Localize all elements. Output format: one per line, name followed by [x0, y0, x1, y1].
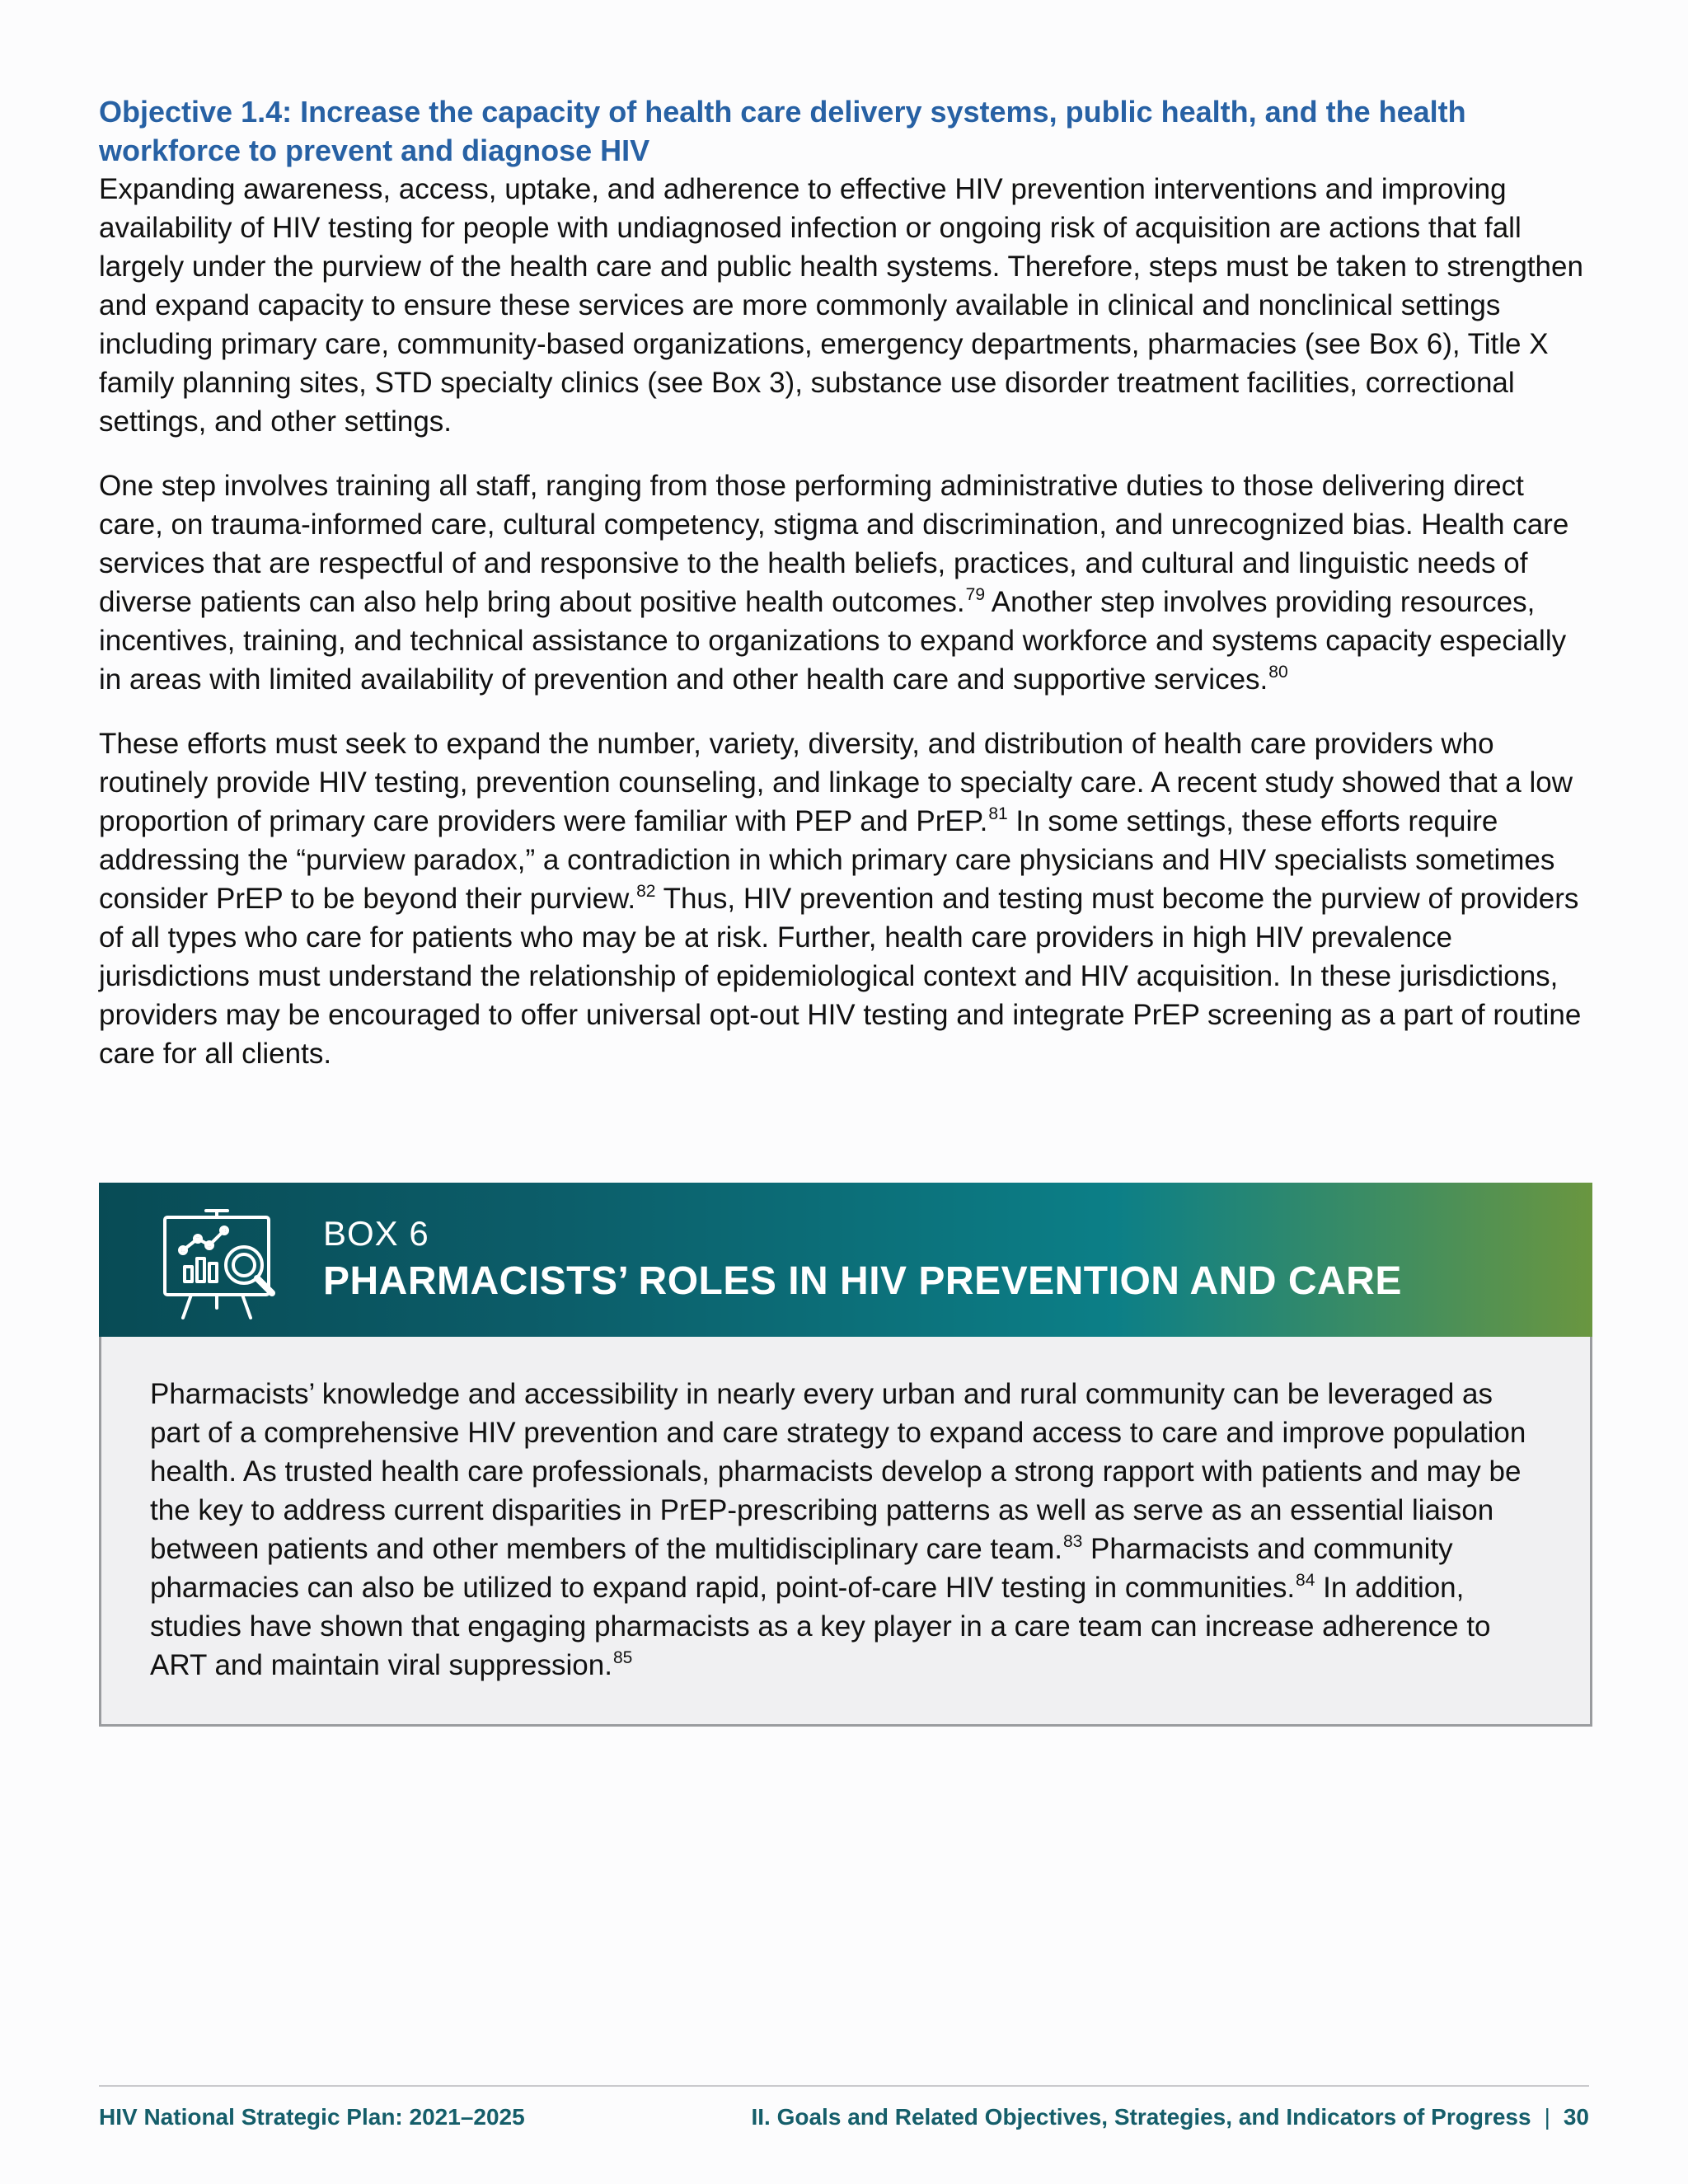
footer-document-title: HIV National Strategic Plan: 2021–2025 [99, 2104, 525, 2130]
paragraph-text: In some settings, these efforts require addressing the “purview paradox,” a contradiction in which primary care physicians and HIV specialists sometimes consider PrEP to be beyond their purview. [99, 805, 1555, 915]
box-text: Pharmacists’ knowledge and accessibility in nearly every urban and rural community can be leveraged as part of a comprehensive HIV prevention and care strategy to expand access to care and improve population health. As trusted health care professionals, pharmacists develop a strong rapport with patients and may be the key to address current disparities in PrEP-prescribing patterns as well as serve as an essential liaison between patients and other members of the multidisciplinary care team. [150, 1378, 1526, 1565]
presentation-chart-magnifier-icon [158, 1207, 280, 1323]
box-title: PHARMACISTS’ ROLES IN HIV PREVENTION AND CARE [323, 1259, 1402, 1303]
footnote-ref-80[interactable]: 80 [1268, 663, 1288, 682]
footnote-ref-79[interactable]: 79 [965, 585, 986, 604]
footnote-ref-83[interactable]: 83 [1062, 1532, 1083, 1551]
page-number: 30 [1563, 2104, 1589, 2130]
paragraph-text: Another step involves providing resources, incentives, training, and technical assistance to organizations to expand workforce and systems capacity especially in areas with limited availability of prevention and other health care and supportive services. [99, 586, 1567, 696]
footer-separator: | [1544, 2104, 1550, 2130]
box-6-header [99, 1183, 1592, 1337]
body-paragraph-3 [99, 724, 1591, 1073]
box-number: BOX 6 [323, 1214, 429, 1253]
footnote-ref-85[interactable]: 85 [612, 1648, 633, 1667]
footer-section [751, 2104, 1589, 2130]
footer-section-title: II. Goals and Related Objectives, Strategies, and Indicators of Progress [751, 2104, 1531, 2130]
footnote-ref-84[interactable]: 84 [1296, 1571, 1315, 1590]
body-paragraph-1 [99, 170, 1591, 441]
main-content [99, 92, 1591, 1099]
paragraph-text: These efforts must seek to expand the number, variety, diversity, and distribution of health care providers who routinely provide HIV testing, prevention counseling, and linkage to specialty care. A recent study showed that a low proportion of primary care providers were familiar with PEP and PrEP. [99, 728, 1573, 837]
box-paragraph [150, 1375, 1543, 1685]
footnote-ref-82[interactable]: 82 [636, 882, 656, 901]
paragraph-text: Expanding awareness, access, uptake, and adherence to effective HIV prevention interventions and improving availability of HIV testing for people with undiagnosed infection or ongoing risk of acquisition are actions that fall largely under the purview of the health care and public health systems. Therefore, steps must be taken to strengthen and expand capacity to ensure these services are more commonly available in clinical and nonclinical settings including primary care, community-based organizations, emergency departments, pharmacies (see Box 6), Title X family planning sites, STD specialty clinics (see Box 3), substance use disorder treatment facilities, correctional settings, and other settings. [99, 173, 1583, 438]
body-paragraph-2 [99, 466, 1591, 699]
footnote-ref-81[interactable]: 81 [988, 804, 1008, 823]
box-text: Pharmacists and community pharmacies can also be utilized to expand rapid, point-of-care HIV testing in communities. [150, 1533, 1453, 1604]
objective-heading: Objective 1.4: Increase the capacity of health care delivery systems, public health, and the health workforce to prevent and diagnose HIV [99, 95, 1466, 167]
box-text: In addition, studies have shown that engaging pharmacists as a key player in a care team can increase adherence to ART and maintain viral suppression. [150, 1572, 1491, 1681]
box-6-body [150, 1375, 1543, 1685]
paragraph-text: Thus, HIV prevention and testing must become the purview of providers of all types who care for patients who may be at risk. Further, health care providers in high HIV prevalence jurisdictions must understand the relationship of epidemiological context and HIV acquisition. In these jurisdictions, providers may be encouraged to offer universal opt-out HIV testing and integrate PrEP screening as a part of routine care for all clients. [99, 883, 1582, 1070]
paragraph-text: One step involves training all staff, ranging from those performing administrative duties to those delivering direct care, on trauma-informed care, cultural competency, stigma and discrimination, and unrecognized bias. Health care services that are respectful of and responsive to the health beliefs, practices, and cultural and linguistic needs of diverse patients can also help bring about positive health outcomes. [99, 470, 1569, 618]
footer-divider [99, 2085, 1589, 2087]
